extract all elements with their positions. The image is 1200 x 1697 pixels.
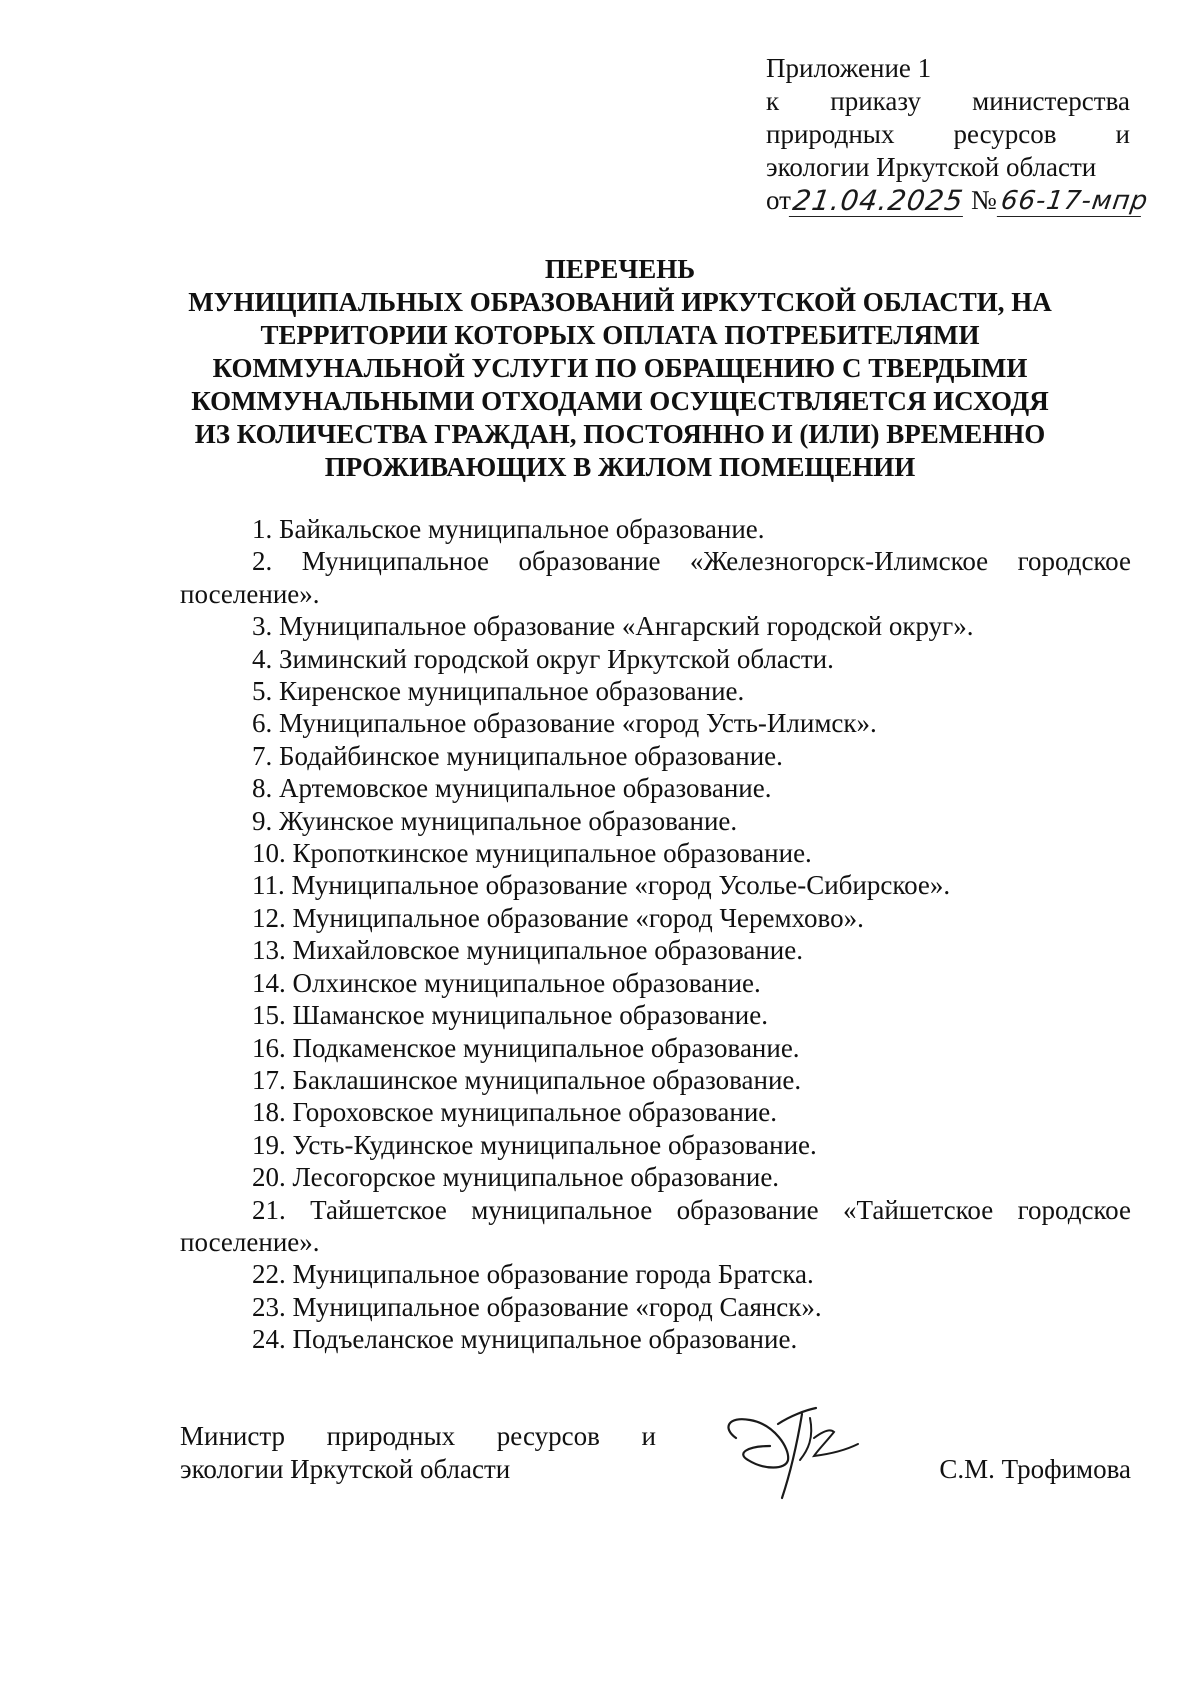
title-line: ИЗ КОЛИЧЕСТВА ГРАЖДАН, ПОСТОЯННО И (ИЛИ) ВРЕМЕННО bbox=[194, 419, 1046, 449]
list-item: 19. Усть-Кудинское муниципальное образование. bbox=[252, 1129, 817, 1160]
appendix-title: Приложение 1 bbox=[766, 53, 932, 83]
list-item: 11. Муниципальное образование «город Усолье-Сибирское». bbox=[252, 870, 951, 901]
number-sign: № bbox=[970, 185, 997, 215]
list-item: 18. Гороховское муниципальное образование. bbox=[252, 1097, 778, 1128]
title-line: КОММУНАЛЬНЫМИ ОТХОДАМИ ОСУЩЕСТВЛЯЕТСЯ ИСХОДЯ bbox=[191, 386, 1049, 416]
list-item: 16. Подкаменское муниципальное образование. bbox=[252, 1032, 800, 1063]
document-title bbox=[180, 253, 1060, 484]
handwritten-order-number: 66-17-мпр bbox=[997, 186, 1145, 217]
title-line: ПРОЖИВАЮЩИХ В ЖИЛОМ ПОМЕЩЕНИИ bbox=[324, 452, 916, 482]
title-line: МУНИЦИПАЛЬНЫХ ОБРАЗОВАНИЙ ИРКУТСКОЙ ОБЛАСТИ, НА bbox=[188, 287, 1052, 317]
list-item: 14. Олхинское муниципальное образование. bbox=[252, 967, 761, 998]
handwritten-order-date: 21.04.2025 bbox=[790, 184, 966, 217]
date-prefix: от bbox=[766, 185, 791, 215]
order-date-number-line bbox=[766, 184, 1150, 217]
list-item: 21. Тайшетское муниципальное образование «Тайшетское городское поселение». bbox=[180, 1194, 1131, 1257]
list-item: 5. Киренское муниципальное образование. bbox=[252, 676, 745, 707]
appendix-line-2 bbox=[766, 85, 1130, 118]
list-item: 13. Михайловское муниципальное образование. bbox=[252, 935, 803, 966]
position-word: природных bbox=[326, 1421, 456, 1451]
position-word: ресурсов bbox=[496, 1421, 600, 1451]
position-line-1 bbox=[180, 1420, 656, 1453]
list-item: 24. Подъеланское муниципальное образование. bbox=[252, 1324, 798, 1355]
list-item: 10. Кропоткинское муниципальное образование. bbox=[252, 838, 812, 869]
list-item: 4. Зиминский городской округ Иркутской области. bbox=[252, 643, 834, 674]
list-item: 7. Бодайбинское муниципальное образование. bbox=[252, 740, 783, 771]
list-item: 2. Муниципальное образование «Железногорск-Илимское городское поселение». bbox=[180, 546, 1131, 609]
list-item: 1. Байкальское муниципальное образование. bbox=[252, 514, 765, 544]
list-item: 15. Шаманское муниципальное образование. bbox=[252, 1000, 768, 1031]
list-item: 22. Муниципальное образование города Братска. bbox=[252, 1259, 814, 1290]
list-item: 8. Артемовское муниципальное образование. bbox=[252, 773, 772, 804]
signatory-position bbox=[180, 1420, 656, 1486]
position-line-2: экологии Иркутской области bbox=[180, 1454, 511, 1484]
appendix-line-4: экологии Иркутской области bbox=[766, 152, 1097, 182]
signatory-name: С.М. Трофимова bbox=[939, 1454, 1131, 1484]
appendix-word: приказу bbox=[830, 86, 921, 116]
position-word: и bbox=[641, 1421, 656, 1451]
appendix-header bbox=[766, 52, 1150, 217]
list-item: 17. Баклашинское муниципальное образование. bbox=[252, 1064, 802, 1095]
municipality-list bbox=[180, 513, 1131, 1356]
appendix-word: к bbox=[766, 86, 780, 116]
title-line: ПЕРЕЧЕНЬ bbox=[544, 254, 696, 284]
appendix-word: министерства bbox=[972, 86, 1130, 116]
list-item: 3. Муниципальное образование «Ангарский городской округ». bbox=[252, 611, 974, 642]
position-word: Министр bbox=[180, 1421, 285, 1451]
title-line: ТЕРРИТОРИИ КОТОРЫХ ОПЛАТА ПОТРЕБИТЕЛЯМИ bbox=[260, 320, 980, 350]
list-item: 12. Муниципальное образование «город Черемхово». bbox=[252, 902, 864, 933]
appendix-word: и bbox=[1115, 119, 1130, 149]
list-item: 9. Жуинское муниципальное образование. bbox=[252, 805, 738, 836]
list-item: 6. Муниципальное образование «город Усть-Илимск». bbox=[252, 708, 877, 739]
handwritten-signature bbox=[718, 1398, 868, 1508]
appendix-line-3 bbox=[766, 118, 1130, 151]
list-item: 20. Лесогорское муниципальное образование. bbox=[252, 1162, 780, 1193]
appendix-word: ресурсов bbox=[953, 119, 1057, 149]
appendix-word: природных bbox=[766, 119, 895, 149]
title-line: КОММУНАЛЬНОЙ УСЛУГИ ПО ОБРАЩЕНИЮ С ТВЕРДЫМИ bbox=[212, 353, 1028, 383]
list-item: 23. Муниципальное образование «город Саянск». bbox=[252, 1291, 822, 1322]
